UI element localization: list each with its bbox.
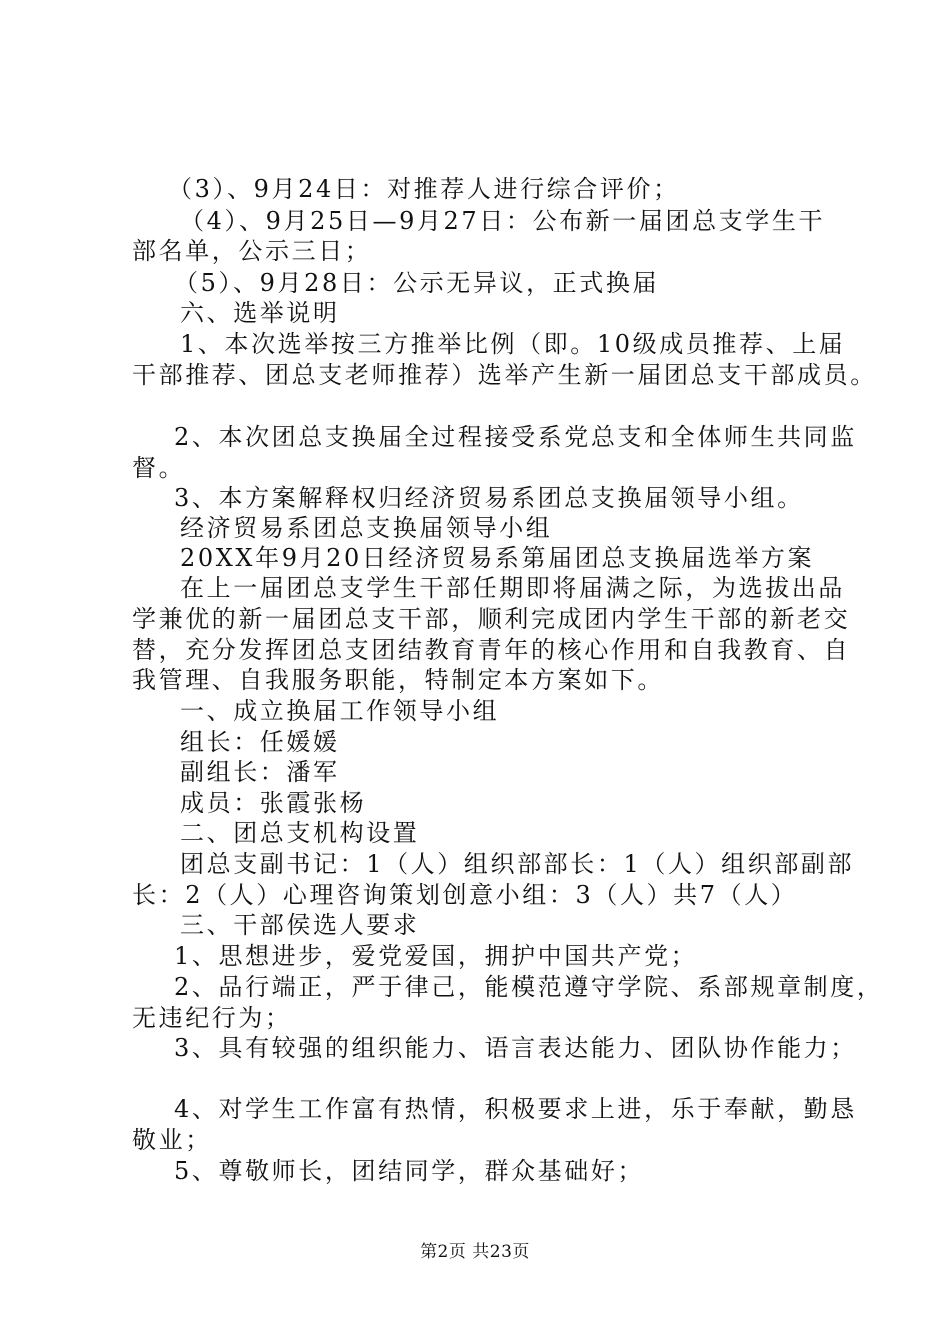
text-line: 无违纪行为；	[132, 1004, 292, 1032]
text-line: 3、本方案解释权归经济贸易系团总支换届领导小组。	[174, 484, 804, 512]
text-line: 2、品行端正，严于律己，能模范遵守学院、系部规章制度，	[174, 973, 884, 1001]
text-line: 我管理、自我服务职能，特制定本方案如下。	[132, 666, 664, 694]
section-heading: 一、成立换届工作领导小组	[180, 697, 500, 725]
text-line: （5）、9月28日：公示无异议，正式换届	[174, 269, 660, 297]
text-line: 成员：张霞张杨	[180, 789, 367, 817]
section-heading: 六、选举说明	[180, 299, 340, 327]
section-heading: 三、干部侯选人要求	[180, 911, 420, 939]
signature-line: 经济贸易系团总支换届领导小组	[180, 514, 553, 542]
title-line: 20XX年9月20日经济贸易系第届团总支换届选举方案	[180, 544, 815, 572]
text-line: 副组长：潘军	[180, 758, 340, 786]
text-line: 1、本次选举按三方推举比例（即。10级成员推荐、上届	[180, 330, 846, 358]
text-line: 4、对学生工作富有热情，积极要求上进，乐于奉献，勤恳	[174, 1095, 857, 1123]
text-line: 5、尊敬师长，团结同学，群众基础好；	[174, 1157, 645, 1185]
text-line: （3）、9月24日：对推荐人进行综合评价；	[168, 175, 680, 203]
text-line: 长：2（人）心理咨询策划创意小组：3（人）共7（人）	[132, 881, 798, 909]
text-line: 组长：任媛媛	[180, 728, 340, 756]
text-line: 督。	[132, 454, 186, 482]
text-line: 替，充分发挥团总支团结教育青年的核心作用和自我教育、自	[132, 636, 851, 664]
text-line: 1、思想进步，爱党爱国，拥护中国共产党；	[174, 942, 698, 970]
text-line: 敬业；	[132, 1126, 212, 1154]
text-line: 3、具有较强的组织能力、语言表达能力、团队协作能力；	[174, 1034, 857, 1062]
text-line: 部名单，公示三日；	[132, 237, 372, 265]
text-line: 2、本次团总支换届全过程接受系党总支和全体师生共同监	[174, 423, 857, 451]
text-line: （4）、9月25日—9月27日：公布新一届团总支学生干	[180, 207, 826, 235]
text-line: 在上一届团总支学生干部任期即将届满之际，为选拔出品	[180, 574, 845, 602]
text-line: 学兼优的新一届团总支干部，顺利完成团内学生干部的新老交	[132, 605, 851, 633]
text-line: 干部推荐、团总支老师推荐）选举产生新一届团总支干部成员。	[132, 361, 877, 389]
text-line: 团总支副书记：1（人）组织部部长：1（人）组织部副部	[180, 850, 855, 878]
page-number-footer: 第2页 共23页	[420, 1242, 530, 1262]
section-heading: 二、团总支机构设置	[180, 819, 420, 847]
